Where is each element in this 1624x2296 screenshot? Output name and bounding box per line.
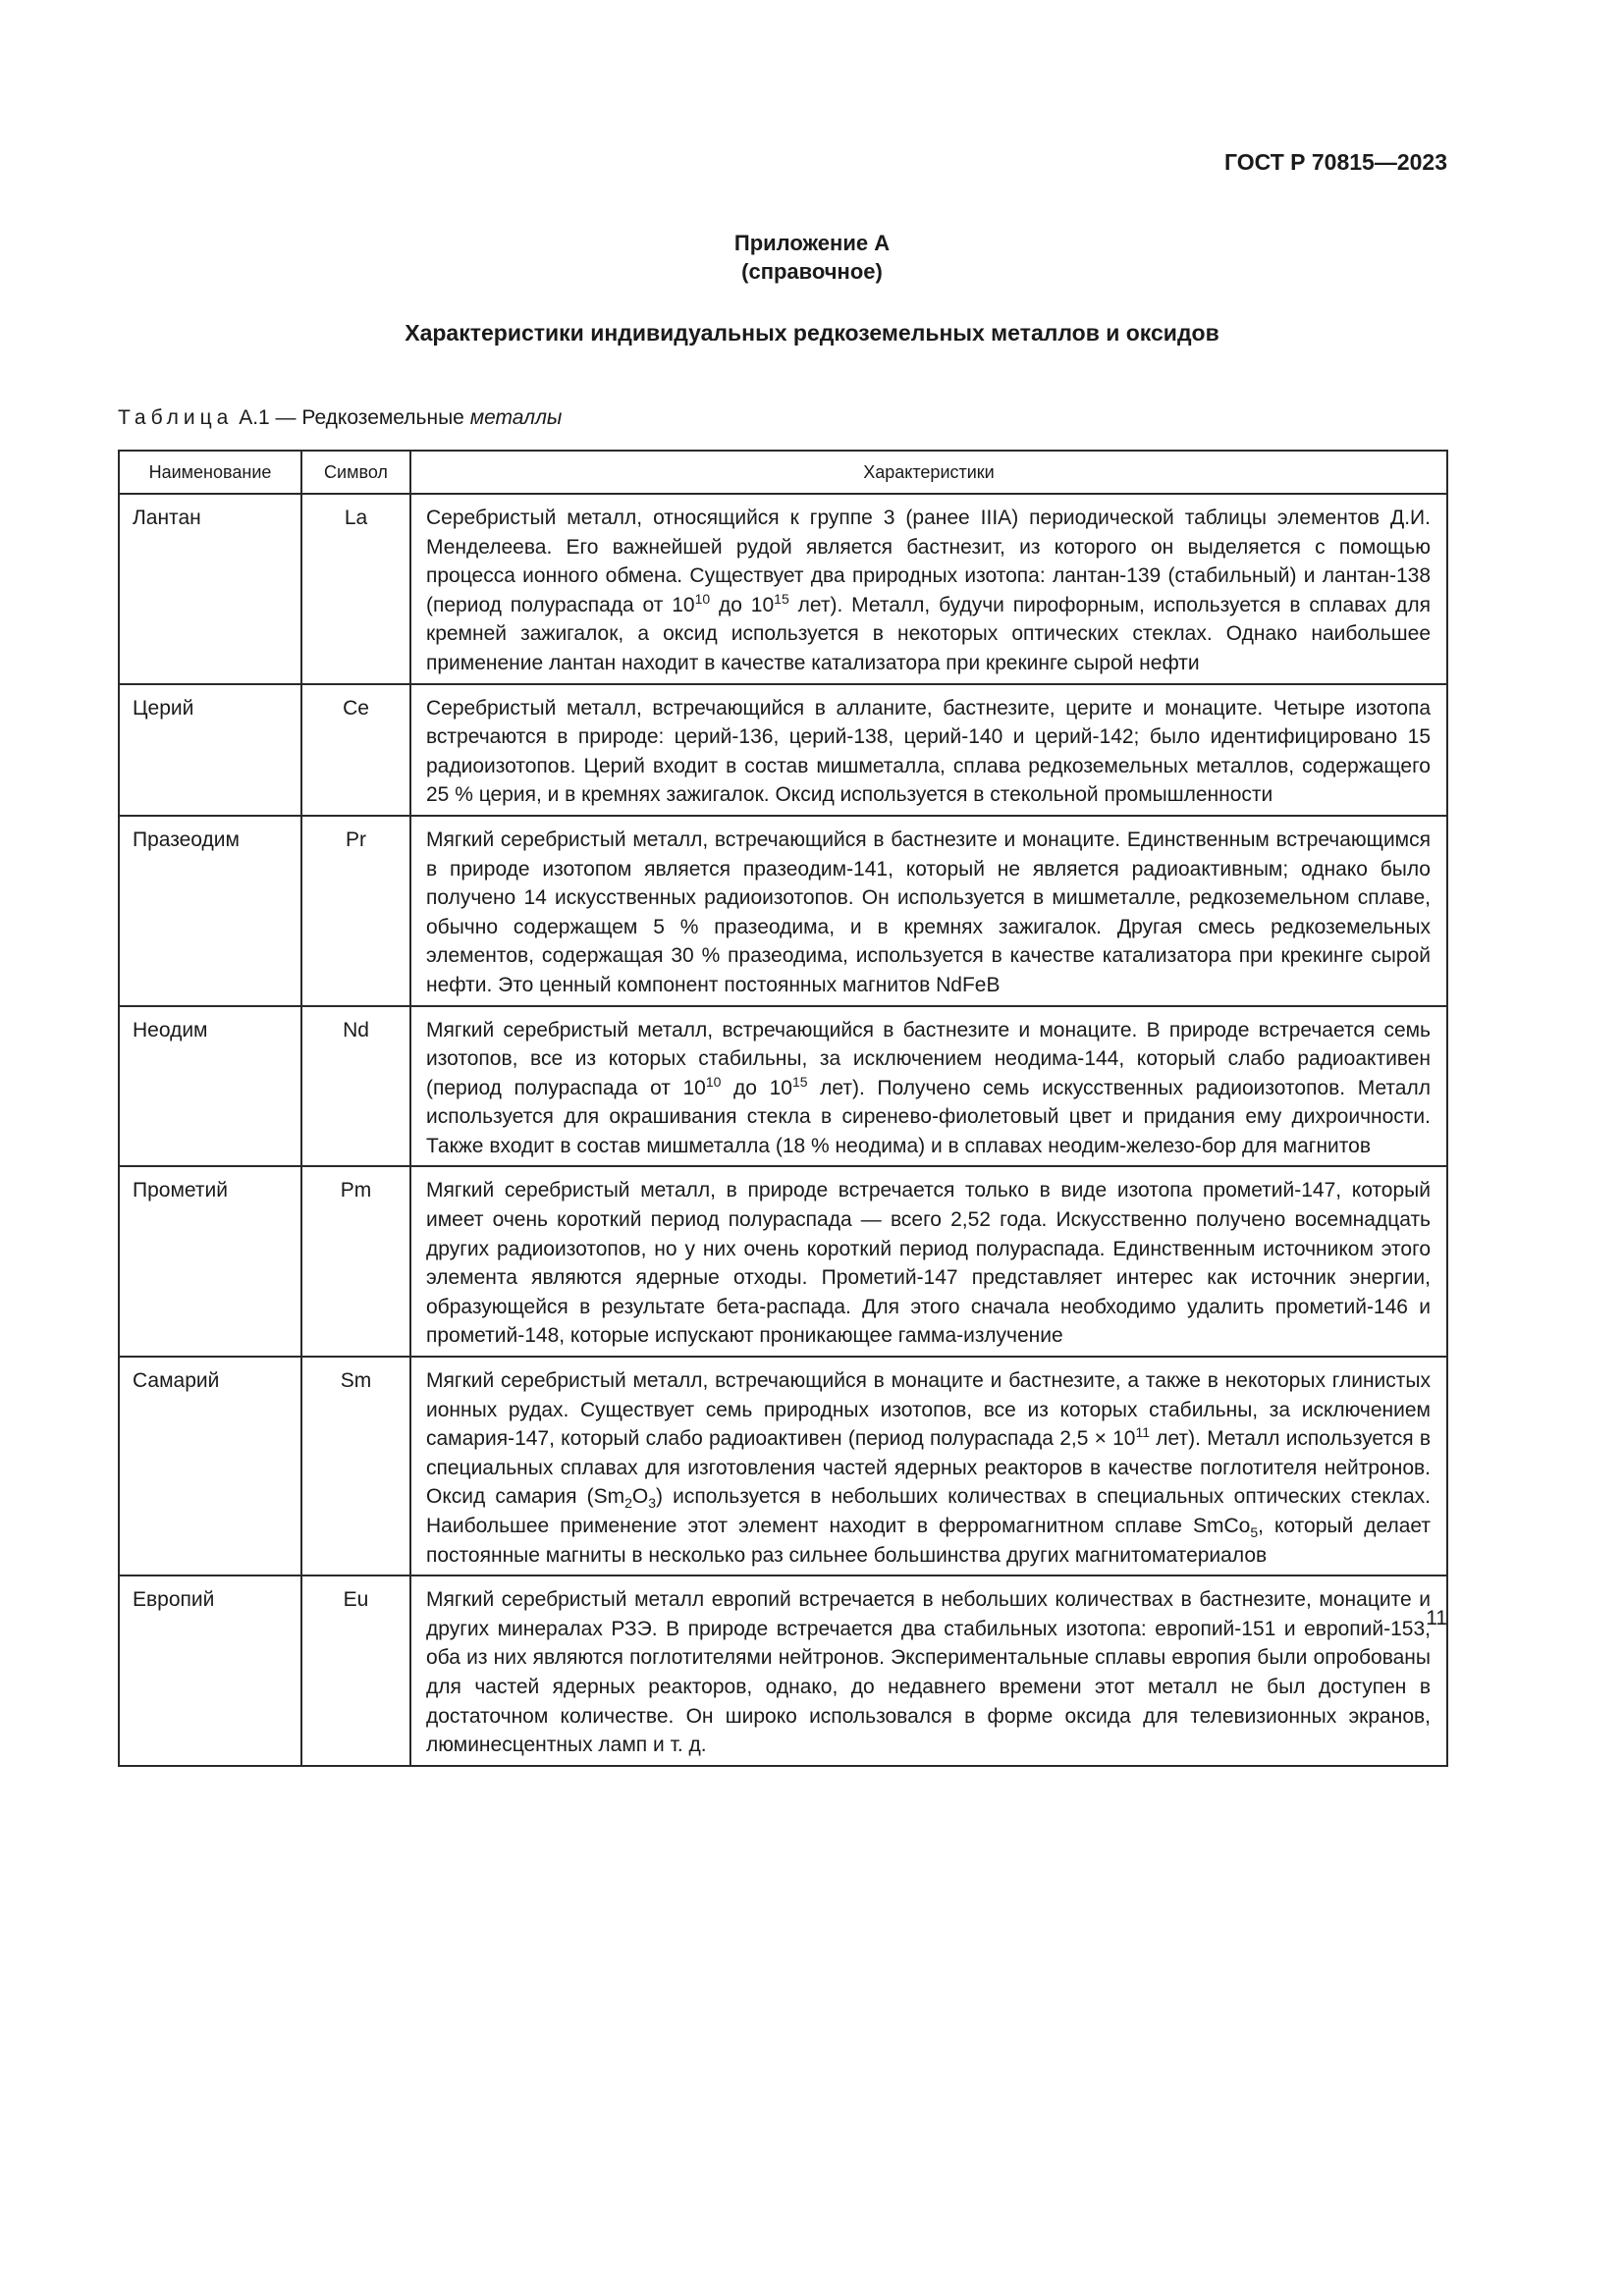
annex-kind: (справочное)	[741, 259, 883, 284]
element-symbol: Pr	[301, 816, 410, 1006]
element-name: Празеодим	[119, 816, 301, 1006]
element-symbol: Nd	[301, 1006, 410, 1167]
column-header-characteristics: Характеристики	[410, 451, 1447, 494]
table-caption-topic: металлы	[469, 406, 563, 429]
element-symbol: Eu	[301, 1575, 410, 1766]
table-caption	[118, 406, 562, 430]
column-header-symbol: Символ	[301, 451, 410, 494]
element-characteristics: Мягкий серебристый металл европий встречается в небольших количествах в бастнезите, монаците и других минералах РЗЭ. В природе встречается два стабильных изотопа: европий-151 и европий-153, оба из них являются поглотителями нейтронов. Экспериментальные сплавы европия были опробованы для частей ядерных реакторов, однако, до недавнего времени этот металл не был доступен в достаточном количестве. Он широко использовался в форме оксида для телевизионных экранов, люминесцентных ламп и т. д.	[410, 1575, 1447, 1766]
element-name: Прометий	[119, 1166, 301, 1357]
annex-title: Приложение А	[733, 231, 891, 255]
annex-title-block	[0, 229, 1624, 286]
table-row	[119, 1575, 1447, 1766]
page-number: 11	[1426, 1607, 1447, 1629]
element-symbol: Sm	[301, 1357, 410, 1575]
element-name: Лантан	[119, 494, 301, 684]
element-name: Церий	[119, 684, 301, 816]
table-row	[119, 1006, 1447, 1167]
element-characteristics: Мягкий серебристый металл, встречающийся в бастнезите и монаците. Единственным встречающимся в природе изотопом является празеодим-141, который не является радиоактивным; однако было получено 14 искусственных радиоизотопов. Он используется в мишметалле, редкоземельном сплаве, обычно содержащем 5 % празеодима, и в кремнях зажигалок. Другая смесь редкоземельных элементов, содержащая 30 % празеодима, используется в качестве катализатора при крекинге сырой нефти. Это ценный компонент постоянных магнитов NdFeB	[410, 816, 1447, 1006]
element-symbol: Ce	[301, 684, 410, 816]
element-name: Самарий	[119, 1357, 301, 1575]
element-characteristics: Серебристый металл, встречающийся в алланите, бастнезите, церите и монаците. Четыре изотопа встречаются в природе: церий-136, церий-138, церий-140 и церий-142; было идентифицировано 15 радиоизотопов. Церий входит в состав мишметалла, сплава редкоземельных металлов, содержащего 25 % церия, и в кремнях зажигалок. Оксид используется в стекольной промышленности	[410, 684, 1447, 816]
element-name: Неодим	[119, 1006, 301, 1167]
table-row	[119, 684, 1447, 816]
table-row	[119, 816, 1447, 1006]
element-symbol: Pm	[301, 1166, 410, 1357]
document-code: ГОСТ Р 70815—2023	[1224, 149, 1447, 175]
element-name: Европий	[119, 1575, 301, 1766]
element-characteristics: Мягкий серебристый металл, встречающийся в бастнезите и монаците. В природе встречается семь изотопов, все из которых стабильны, за исключением неодима-144, который слабо радиоактивен (период полураспада от $10^{10}$ до $10^{15}$ лет). Получено семь искусственных радиоизотопов. Металл используется для окрашивания стекла в сиренево-фиолетовый цвет и придания ему дихроичности. Также входит в состав мишметалла (18 % неодима) и в сплавах неодим-железо-бор для магнитов	[410, 1006, 1447, 1167]
element-symbol: La	[301, 494, 410, 684]
rare-earth-metals-table	[118, 450, 1448, 1767]
element-characteristics: Мягкий серебристый металл, в природе встречается только в виде изотопа прометий-147, который имеет очень короткий период полураспада — всего 2,52 года. Искусственно получено восемнадцать других радиоизотопов, но у них очень короткий период полураспада. Единственным источником этого элемента являются ядерные отходы. Прометий-147 представляет интерес как источник энергии, образующейся в результате бета-распада. Для этого сначала необходимо удалить прометий-146 и прометий-148, которые испускают проникающее гамма-излучение	[410, 1166, 1447, 1357]
section-heading: Характеристики индивидуальных редкоземельных металлов и оксидов	[405, 320, 1219, 346]
table-header-row	[119, 451, 1447, 494]
element-characteristics: Мягкий серебристый металл, встречающийся в монаците и бастнезите, а также в некоторых глинистых ионных рудах. Существует семь природных изотопов, все из которых стабильны, за исключением самария-147, который слабо радиоактивен (период полураспада $2,5 \times 10^{11}$ лет). Металл используется в специальных сплавах для изготовления частей ядерных реакторов в качестве поглотителя нейтронов. Оксид самария $(Sm_2O_3)$ используется в небольших количествах в специальных оптических стеклах. Наибольшее применение этот элемент находит в ферромагнитном сплаве SmCo$_5$, который делает постоянные магниты в несколько раз сильнее большинства других магнитоматериалов	[410, 1357, 1447, 1575]
element-characteristics: Серебристый металл, относящийся к группе 3 (ранее IIIA) периодической таблицы элементов Д.И. Менделеева. Его важнейшей рудой является бастнезит, из которого он выделяется с помощью процесса ионного обмена. Существует два природных изотопа: лантан-139 (стабильный) и лантан-138 (период полураспада от $10^{10}$ до $10^{15}$ лет). Металл, будучи пирофорным, используется в сплавах для кремней зажигалок, а оксид используется в некоторых оптических стеклах. Однако наибольшее применение лантан находит в качестве катализатора при крекинге сырой нефти	[410, 494, 1447, 684]
table-row	[119, 1357, 1447, 1575]
column-header-name: Наименование	[119, 451, 301, 494]
table-caption-number: A.1 — Редкоземельные	[239, 406, 464, 429]
table-row	[119, 1166, 1447, 1357]
table-caption-prefix: Таблица	[118, 406, 234, 429]
table-row	[119, 494, 1447, 684]
